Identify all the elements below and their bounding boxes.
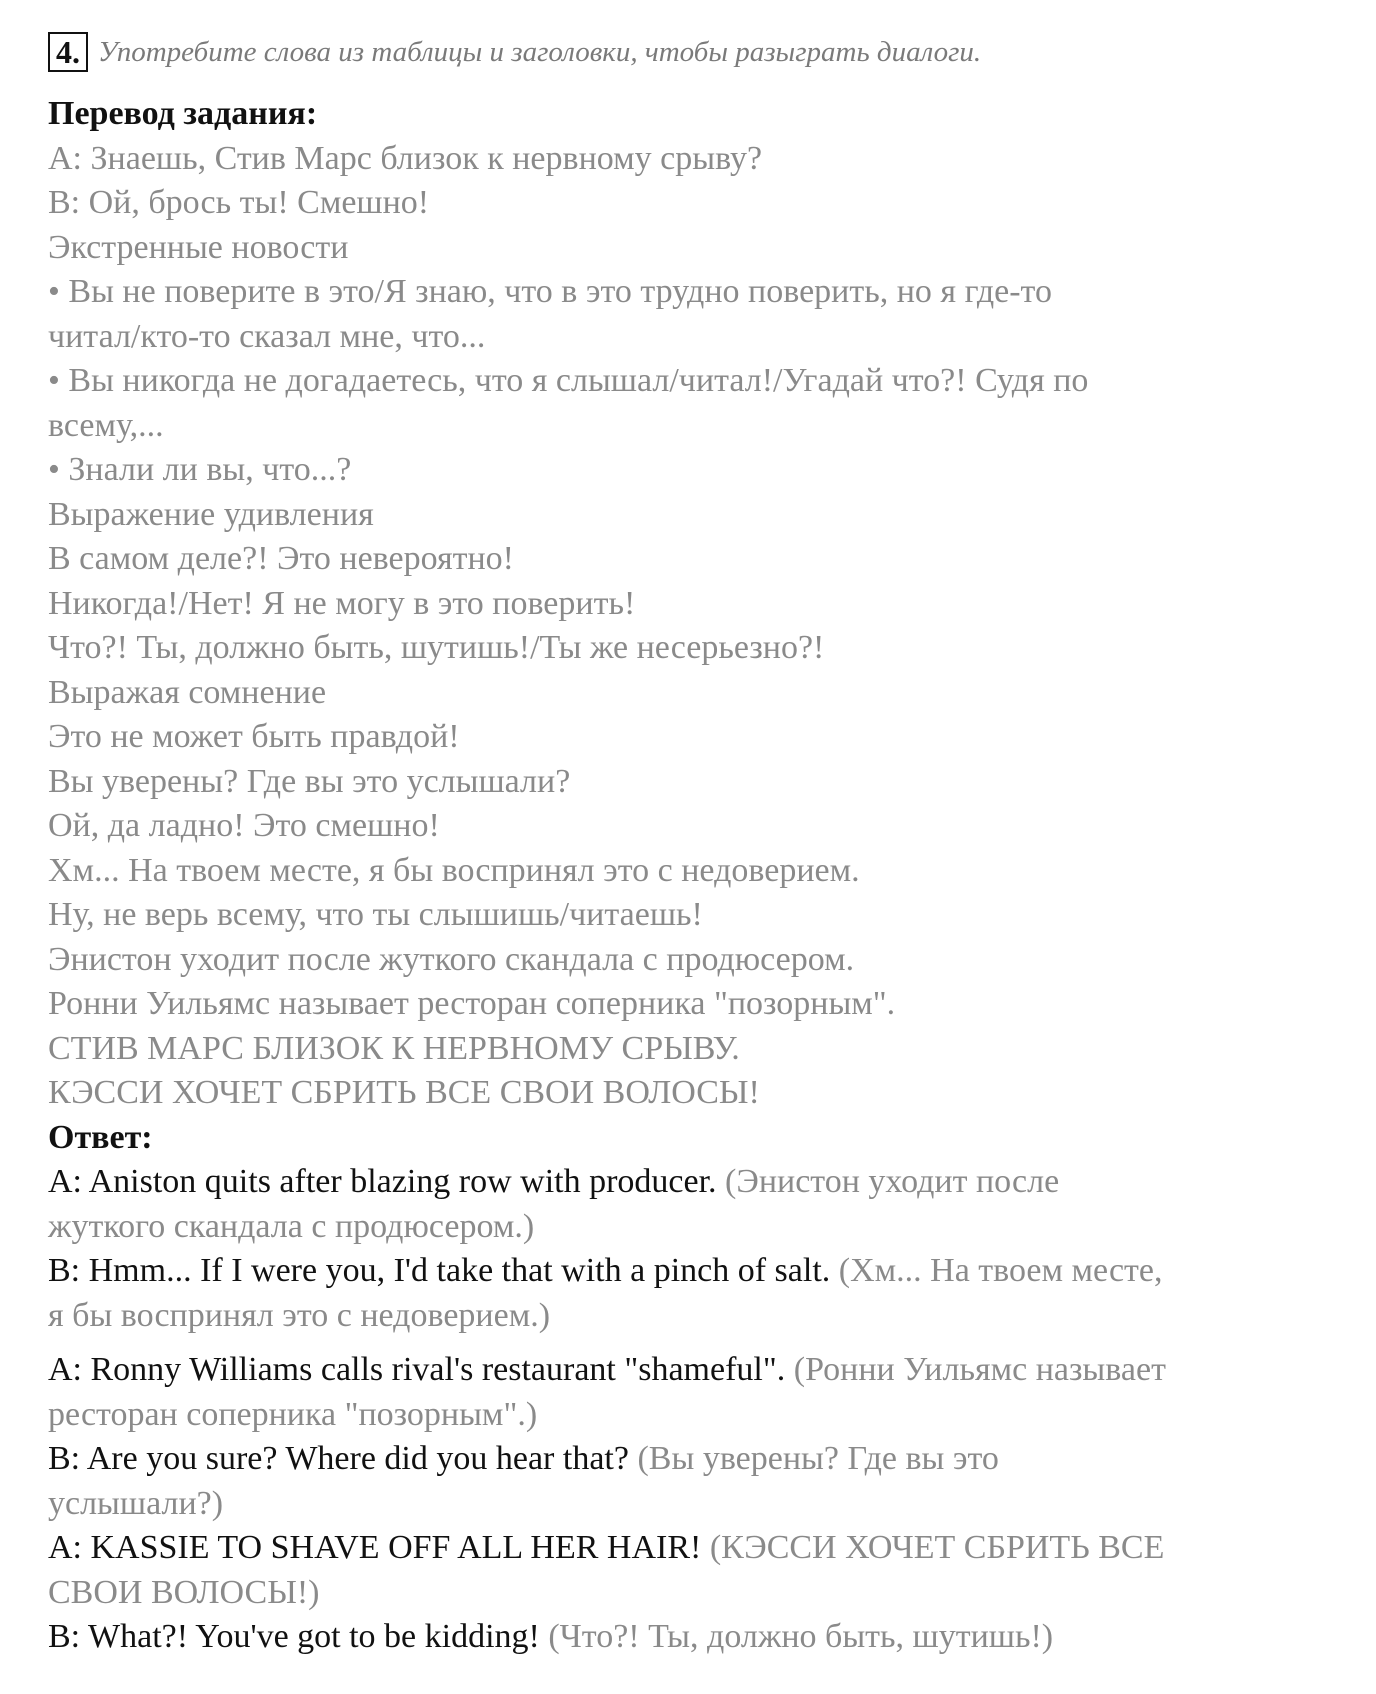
- answer-line: [48, 1205, 1348, 1250]
- translation-line: читал/кто-то сказал мне, что...: [48, 317, 486, 355]
- answer-line: [48, 1571, 1348, 1616]
- answer-russian: (Что?! Ты, должно быть, шутишь!): [539, 1618, 1054, 1655]
- answer-english: A: Ronny Williams calls rival's restaurant "shameful".: [48, 1351, 786, 1388]
- translation-line: Выражая сомнение: [48, 673, 327, 711]
- answer-russian: (Вы уверены? Где вы это: [628, 1440, 999, 1477]
- answer-russian: ресторан соперника "позорным".): [48, 1395, 538, 1433]
- translation-line: B: Ой, брось ты! Смешно!: [48, 184, 430, 221]
- answer-russian: услышали?): [48, 1484, 224, 1522]
- translation-line: Хм... На твоем месте, я бы воспринял это с недоверием.: [48, 851, 860, 889]
- translation-line: Никогда!/Нет! Я не могу в это поверить!: [48, 584, 636, 622]
- answer-line: [48, 1437, 1348, 1482]
- answer-russian: (Ронни Уильямс называет: [785, 1351, 1166, 1388]
- answer-english: B: What?! You've got to be kidding!: [48, 1618, 540, 1655]
- answer-russian: (КЭССИ ХОЧЕТ СБРИТЬ ВСЕ: [701, 1529, 1165, 1566]
- translation-line: КЭССИ ХОЧЕТ СБРИТЬ ВСЕ СВОИ ВОЛОСЫ!: [48, 1074, 760, 1111]
- answer-line: [48, 1526, 1348, 1571]
- answer-russian: (Энистон уходит после: [716, 1163, 1060, 1200]
- task-instruction: Употребите слова из таблицы и заголовки, чтобы разыграть диалоги.: [98, 35, 982, 68]
- answer-english: B: Are you sure? Where did you hear that?: [48, 1440, 629, 1477]
- answer-line: [48, 1348, 1348, 1393]
- answer-line: [48, 1249, 1348, 1294]
- translation-line: • Знали ли вы, что...?: [48, 451, 352, 488]
- answer-russian: я бы воспринял это с недоверием.): [48, 1296, 551, 1334]
- translation-line: В самом деле?! Это невероятно!: [48, 540, 514, 577]
- task-number-box: 4.: [48, 32, 88, 72]
- translation-line: • Вы никогда не догадаетесь, что я слышал/читал!/Угадай что?! Судя по: [48, 362, 1089, 399]
- answer-line: [48, 1294, 1348, 1339]
- answer-line: [48, 1482, 1348, 1527]
- task-header: [48, 28, 1348, 76]
- translation-line: всему,...: [48, 406, 164, 444]
- answer-english: A: KASSIE TO SHAVE OFF ALL HER HAIR!: [48, 1529, 702, 1566]
- translation-line: Ну, не верь всему, что ты слышишь/читаешь!: [48, 896, 703, 933]
- translation-line: Ронни Уильямс называет ресторан соперника "позорным".: [48, 985, 896, 1022]
- dialogue-gap: [48, 1338, 1348, 1348]
- translation-line: Ой, да ладно! Это смешно!: [48, 807, 440, 844]
- answer-line: [48, 1615, 1348, 1660]
- translation-line: A: Знаешь, Стив Марс близок к нервному срыву?: [48, 139, 763, 177]
- answer-russian: СВОИ ВОЛОСЫ!): [48, 1573, 320, 1611]
- translation-text: [48, 137, 1348, 1116]
- translation-line: Экстренные новости: [48, 228, 349, 266]
- translation-line: Выражение удивления: [48, 495, 374, 533]
- answer-english: B: Hmm... If I were you, I'd take that with a pinch of salt.: [48, 1252, 831, 1289]
- answer-line: [48, 1160, 1348, 1205]
- answer-russian: жуткого скандала с продюсером.): [48, 1207, 535, 1245]
- translation-line: • Вы не поверите в это/Я знаю, что в это трудно поверить, но я где-то: [48, 273, 1052, 310]
- translation-line: СТИВ МАРС БЛИЗОК К НЕРВНОМУ СРЫВУ.: [48, 1029, 740, 1067]
- translation-line: Это не может быть правдой!: [48, 718, 460, 755]
- answer-line: [48, 1393, 1348, 1438]
- translation-heading: Перевод задания:: [48, 95, 318, 132]
- translation-line: Что?! Ты, должно быть, шутишь!/Ты же несерьезно?!: [48, 629, 825, 666]
- document-page: [48, 28, 1348, 1660]
- answer-english: A: Aniston quits after blazing row with producer.: [48, 1163, 717, 1200]
- answer-heading: Ответ:: [48, 1118, 153, 1156]
- translation-line: Вы уверены? Где вы это услышали?: [48, 762, 571, 800]
- translation-line: Энистон уходит после жуткого скандала с продюсером.: [48, 940, 855, 978]
- answer-russian: (Хм... На твоем месте,: [830, 1252, 1163, 1289]
